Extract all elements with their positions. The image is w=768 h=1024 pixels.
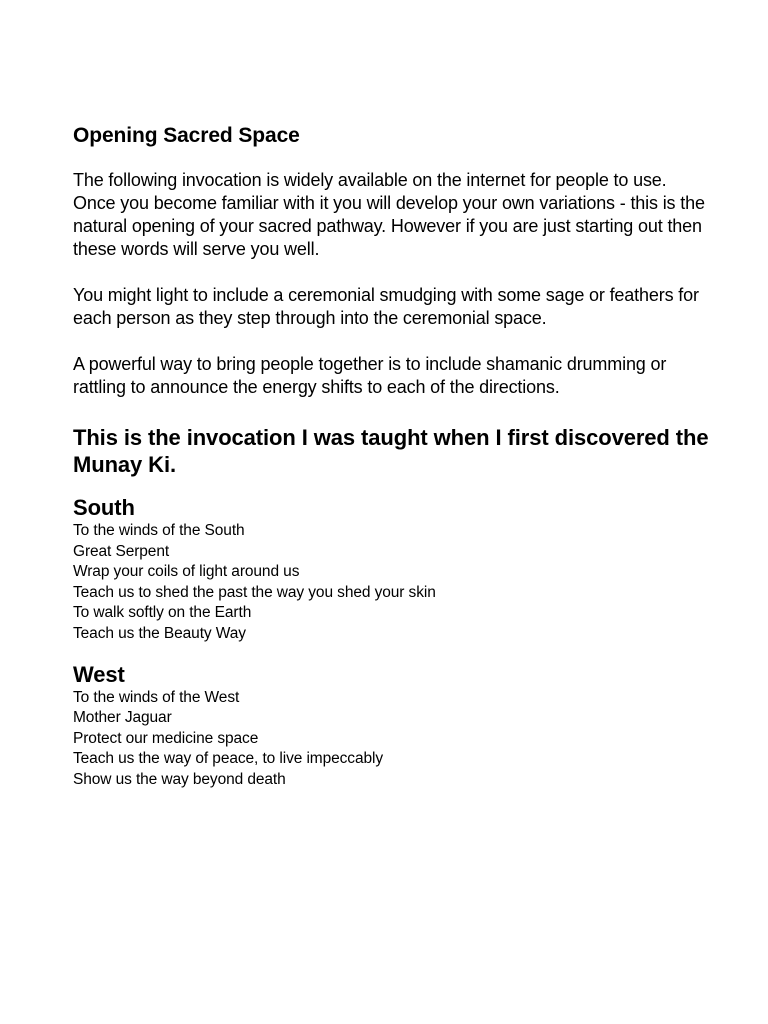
verse-line: Teach us the way of peace, to live impeccably [73, 750, 383, 768]
intro-paragraph: The following invocation is widely available on the internet for people to use. Once you become familiar with it you will develop your own variations - this is the natural opening of your sacred pathway. However if you are just starting out then these words will serve you well. [73, 170, 705, 259]
verse-line: Protect our medicine space [73, 729, 259, 747]
page-title: Opening Sacred Space [73, 124, 300, 147]
invocation-heading: This is the invocation I was taught when I first discovered the Munay Ki. [73, 425, 709, 477]
verse-line: Great Serpent [73, 542, 170, 560]
document-content [73, 122, 713, 808]
invocation-verse [73, 688, 713, 791]
verse-line: To the winds of the South [73, 522, 245, 539]
direction-section-west [73, 662, 713, 791]
verse-line: To walk softly on the Earth [73, 604, 252, 622]
verse-line: Teach us the Beauty Way [73, 624, 246, 642]
smudging-paragraph: You might light to include a ceremonial smudging with some sage or feathers for each person as they step through into the ceremonial space. [73, 285, 699, 328]
verse-line: Wrap your coils of light around us [73, 563, 300, 581]
direction-heading: South [73, 495, 135, 520]
direction-section-south [73, 495, 713, 645]
verse-line: Mother Jaguar [73, 709, 172, 727]
verse-line: Teach us to shed the past the way you shed your skin [73, 583, 436, 601]
verse-line: Show us the way beyond death [73, 770, 286, 788]
invocation-verse [73, 521, 713, 645]
verse-line: To the winds of the West [73, 688, 240, 706]
direction-heading: West [73, 661, 125, 687]
drumming-paragraph: A powerful way to bring people together is to include shamanic drumming or rattling to announce the energy shifts to each of the directions. [73, 354, 667, 397]
